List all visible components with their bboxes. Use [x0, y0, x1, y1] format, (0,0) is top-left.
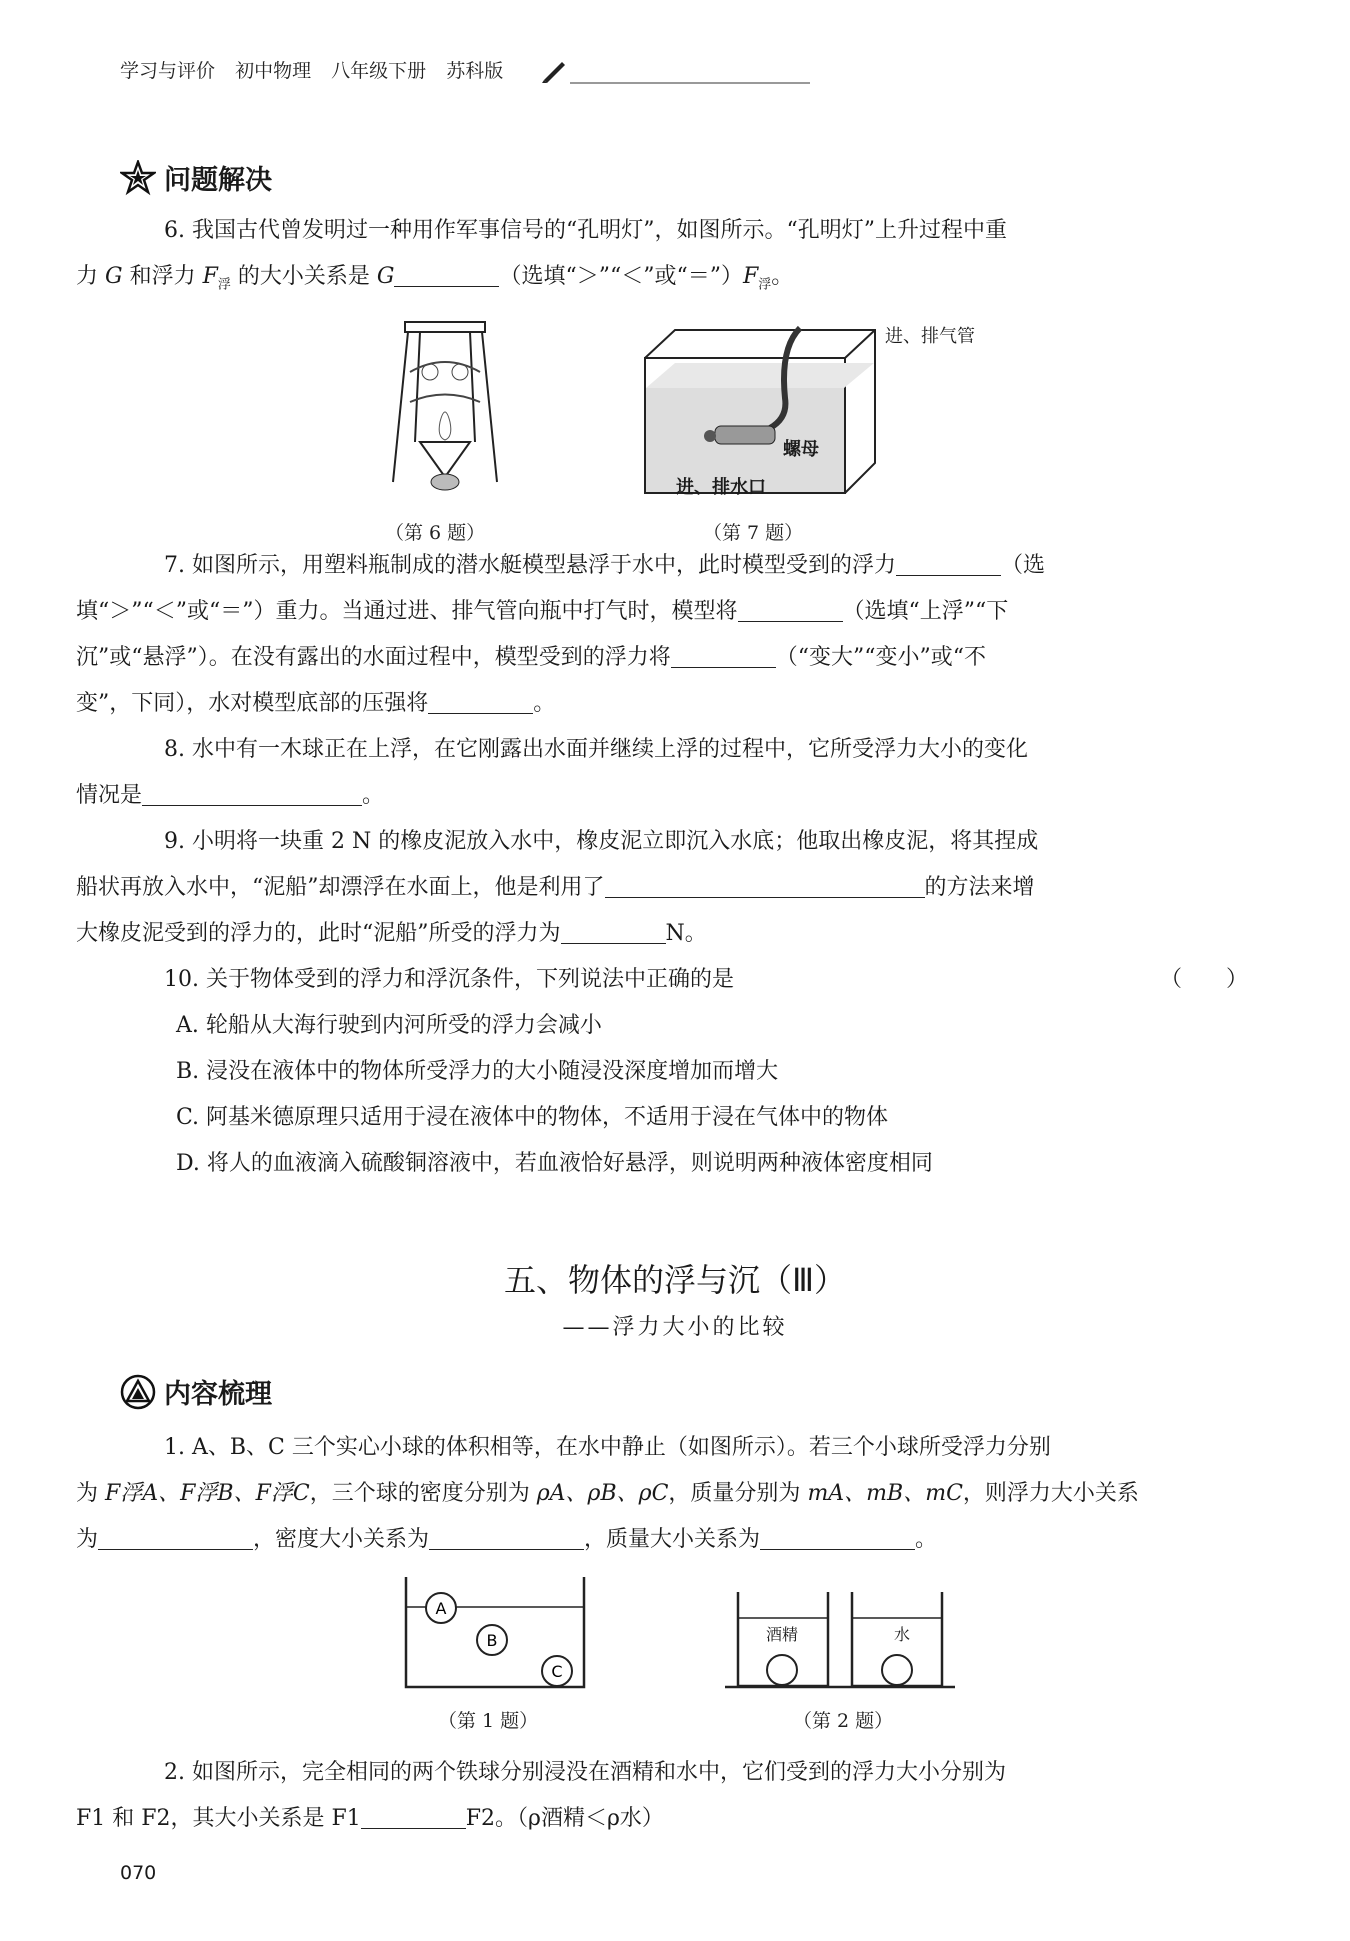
- svg-text:A: A: [435, 1599, 447, 1618]
- figure-7-caption: （第 7 题）: [703, 522, 804, 544]
- star-icon: [120, 160, 156, 196]
- review-question-2: 2. 如图所示，完全相同的两个铁球分别浸没在酒精和水中，它们受到的浮力大小分别为 F1 和 F2，其大小关系是 F1 F2。（ρ酒精＜ρ水）: [76, 1760, 1006, 1831]
- figure-2-caption: （第 2 题）: [793, 1710, 894, 1732]
- running-header: [120, 56, 517, 83]
- question-10-stem: 10. 关于物体受到的浮力和浮沉条件，下列说法中正确的是: [164, 967, 734, 992]
- section-heading-problem-solving: [120, 158, 272, 197]
- option-b[interactable]: B. 浸没在液体中的物体所受浮力的大小随浸没深度增加而增大: [176, 1059, 779, 1084]
- subject: 初中物理: [235, 60, 312, 82]
- triangle-emblem-icon: [120, 1374, 156, 1410]
- answer-blank[interactable]: [394, 260, 499, 287]
- header-rule: [570, 82, 810, 84]
- answer-blank[interactable]: [671, 641, 776, 668]
- submarine-model-figure: [640, 318, 880, 498]
- edition: 苏科版: [446, 60, 504, 82]
- answer-blank[interactable]: [896, 549, 1001, 576]
- answer-parentheses[interactable]: （ ）: [1160, 967, 1249, 992]
- section-title: 问题解决: [164, 165, 272, 196]
- two-containers-figure: [720, 1590, 960, 1690]
- answer-blank[interactable]: [428, 687, 533, 714]
- ball-c: [539, 1653, 575, 1689]
- kongming-lantern-figure: [375, 312, 515, 512]
- question-6: 6. 我国古代曾发明过一种用作军事信号的“孔明灯”，如图所示。“孔明灯”上升过程中重 力 G 和浮力 $F_浮$ 的大小关系是 G （选填“＞”“＜”或“$=”)F_浮$。: [76, 218, 1007, 293]
- question-7: 7. 如图所示，用塑料瓶制成的潜水艇模型悬浮于水中，此时模型受到的浮力 （选 填“＞”“＜”或“＝”）重力。当通过进、排气管向瓶中打气时，模型将 （选填“上浮”“下 沉”或“悬浮”）。在没有露出的水面过程中，模型受到的浮力将 （“变大”“变小”或“不 变”，下同），水对模型底部的压强将 。: [120, 543, 1240, 727]
- question-9: 9. 小明将一块重 2 N 的橡皮泥放入水中，橡皮泥立即沉入水底；他取出橡皮泥，将其捏成 船状再放入水中，“泥船”却漂浮在水面上，他是利用了 的方法来增 大橡皮泥受到的浮力的，此时“泥船”所受的浮力为 N。: [76, 829, 1039, 946]
- option-c[interactable]: C. 阿基米德原理只适用于浸在液体中的物体，不适用于浸在气体中的物体: [176, 1105, 889, 1130]
- answer-blank[interactable]: [605, 871, 925, 898]
- pen-icon: [540, 58, 570, 84]
- answer-blank[interactable]: [98, 1523, 253, 1550]
- svg-text:B: B: [486, 1631, 498, 1650]
- book-name: 学习与评价: [120, 60, 216, 82]
- section-heading-content-review: [120, 1372, 272, 1411]
- page-number: 070: [120, 1862, 157, 1884]
- label-water: 水: [894, 1625, 911, 1644]
- chapter-title: 五、物体的浮与沉（Ⅲ）: [503, 1261, 847, 1299]
- answer-blank[interactable]: [361, 1802, 466, 1829]
- ball-a: [423, 1590, 459, 1626]
- label-air-tube: 进、排气管: [885, 326, 975, 347]
- answer-blank[interactable]: [429, 1523, 584, 1550]
- figure-1-caption: （第 1 题）: [438, 1710, 539, 1732]
- label-nut: 螺母: [783, 439, 819, 460]
- label-water-port: 进、排水口: [676, 477, 766, 498]
- answer-blank[interactable]: [561, 917, 666, 944]
- question-8: 8. 水中有一木球正在上浮，在它刚露出水面并继续上浮的过程中，它所受浮力大小的变化 情况是 。: [76, 737, 1028, 808]
- chapter-subtitle: ——浮力大小的比较: [562, 1315, 788, 1340]
- svg-text:C: C: [551, 1662, 563, 1681]
- ball-b: [474, 1622, 510, 1658]
- option-d[interactable]: D. 将人的血液滴入硫酸铜溶液中，若血液恰好悬浮，则说明两种液体密度相同: [176, 1151, 933, 1176]
- option-a[interactable]: A. 轮船从大海行驶到内河所受的浮力会减小: [176, 1013, 602, 1038]
- figure-6-caption: （第 6 题）: [385, 522, 486, 544]
- review-question-1: 1. A、B、C 三个实心小球的体积相等，在水中静止（如图所示）。若三个小球所受浮力分别 为 F浮A、F浮B、F浮C，三个球的密度分别为 ρA、ρB、ρC，质量分别为 mA、mB、mC，则浮力大小关系 为 ，密度大小关系为 ，质量大小关系为 。: [76, 1435, 1139, 1552]
- answer-blank[interactable]: [142, 779, 362, 806]
- section-title: 内容梳理: [164, 1379, 272, 1410]
- answer-blank[interactable]: [738, 595, 843, 622]
- grade: 八年级下册: [331, 60, 427, 82]
- answer-blank[interactable]: [760, 1523, 915, 1550]
- label-alcohol: 酒精: [766, 1625, 799, 1644]
